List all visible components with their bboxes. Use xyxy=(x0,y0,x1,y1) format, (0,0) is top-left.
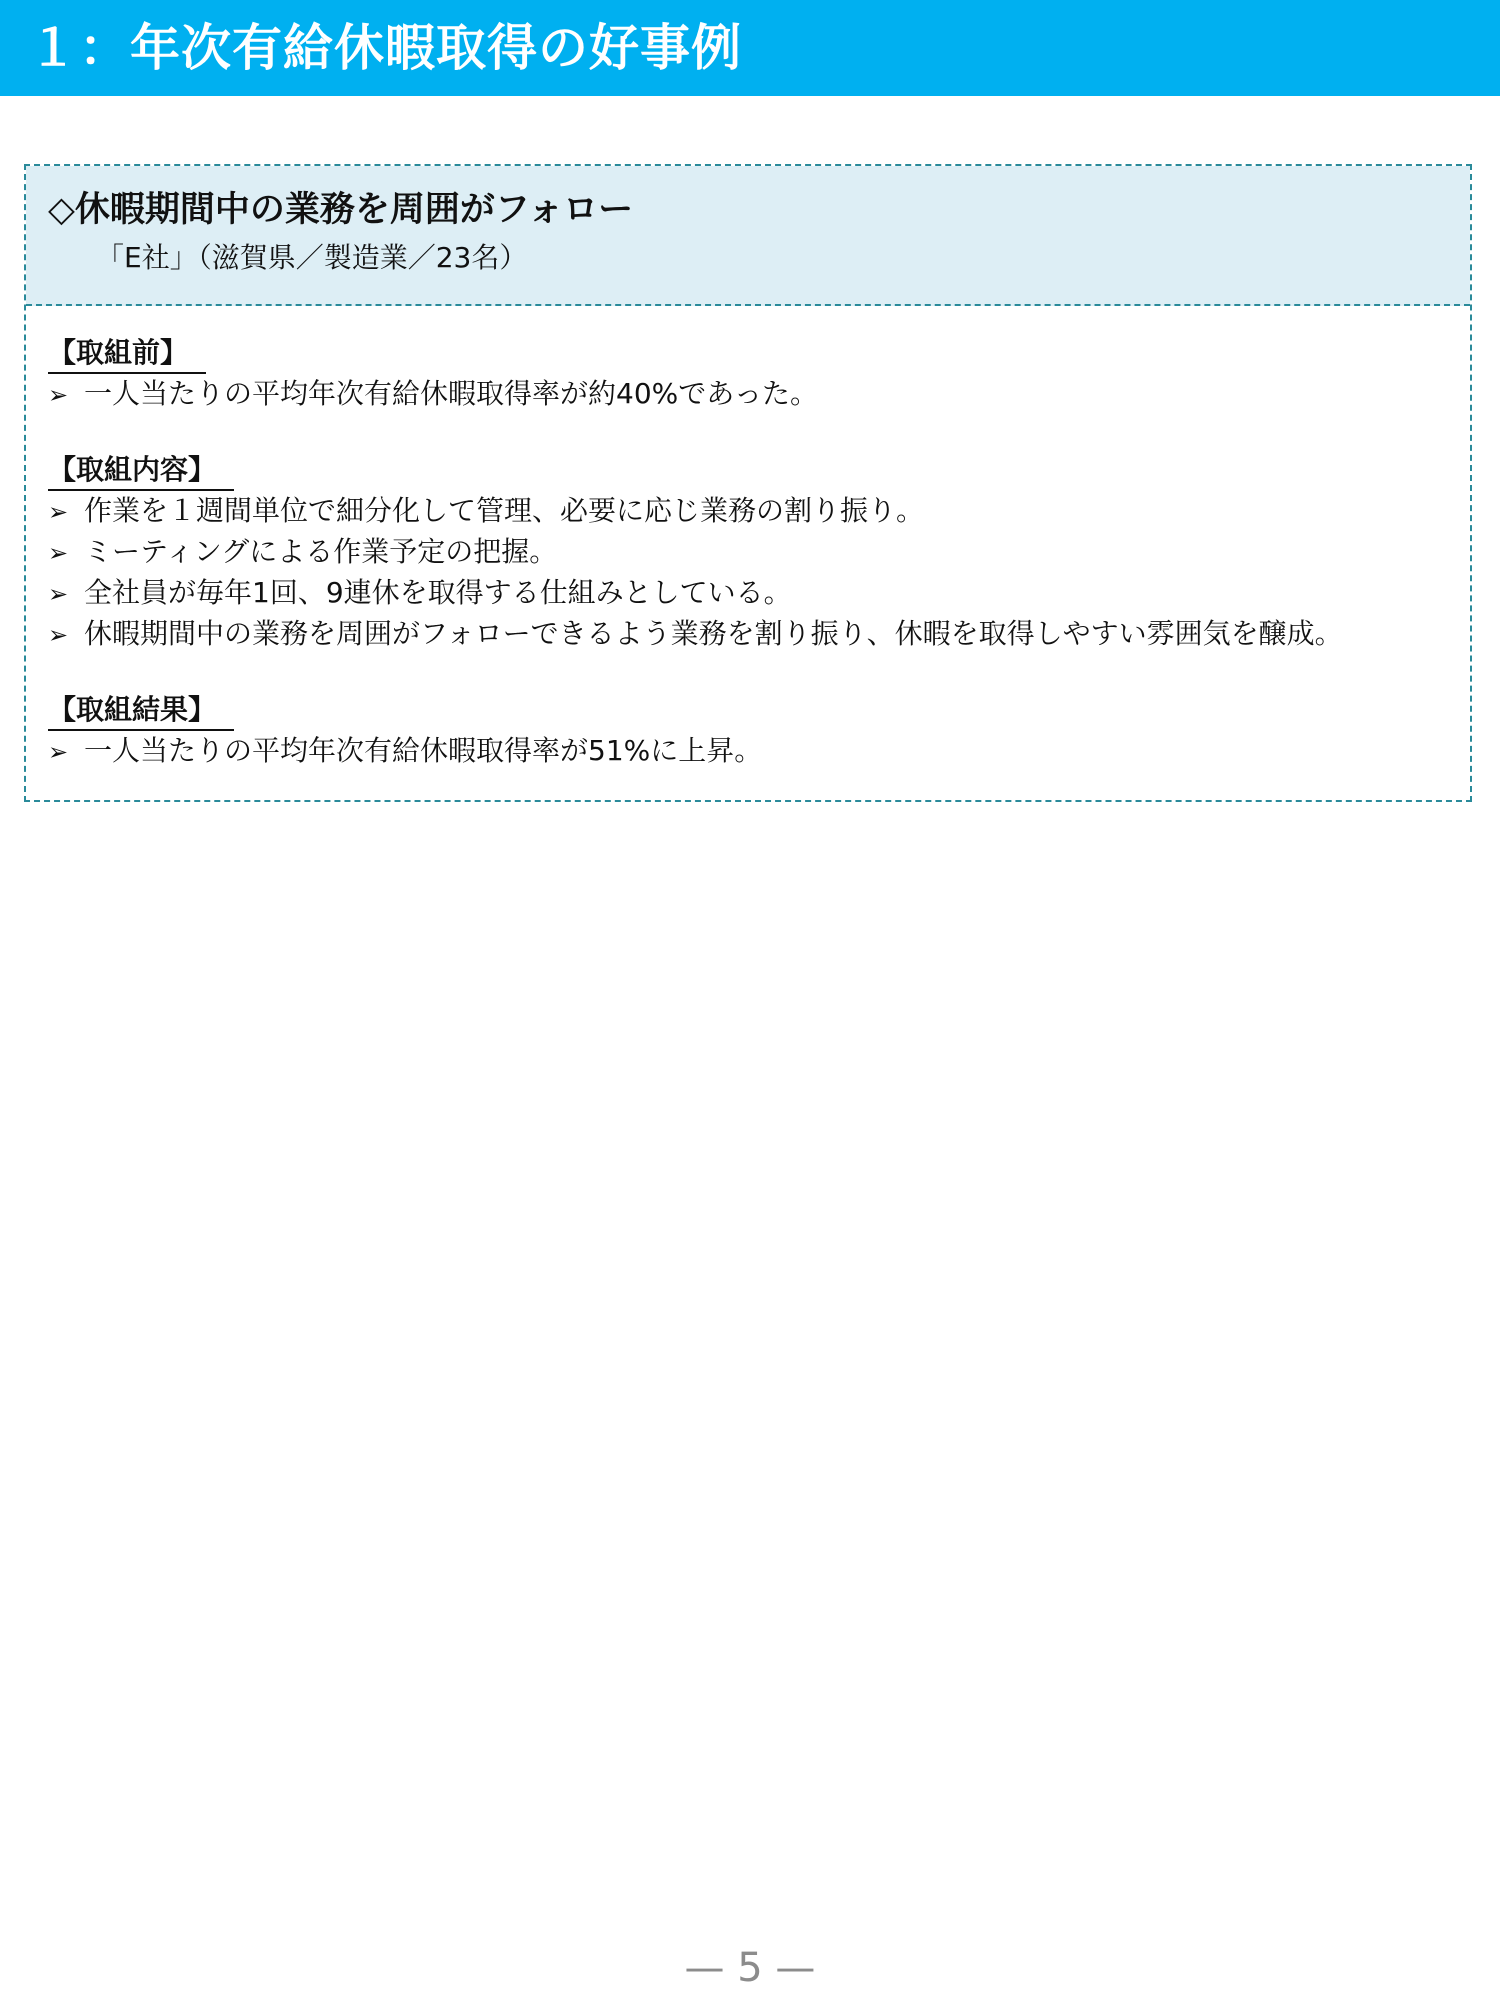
list-item-text: 一人当たりの平均年次有給休暇取得率が51%に上昇。 xyxy=(84,734,763,767)
arrowhead-bullet-icon: ➢ xyxy=(48,580,69,608)
case-company: 「E社」（滋賀県／製造業／23名） xyxy=(96,241,528,274)
list-item xyxy=(48,491,1448,532)
bullet-list xyxy=(48,374,1448,415)
bullet-list xyxy=(48,731,1448,772)
list-item xyxy=(48,731,1448,772)
section-heading: 【取組結果】 xyxy=(48,691,234,731)
case-title: ◇休暇期間中の業務を周囲がフォロー xyxy=(48,190,634,230)
list-item-text: 休暇期間中の業務を周囲がフォローできるよう業務を割り振り、休暇を取得しやすい雰囲気を醸成。 xyxy=(84,617,1343,650)
list-item-text: 一人当たりの平均年次有給休暇取得率が約40%であった。 xyxy=(84,377,818,410)
arrowhead-bullet-icon: ➢ xyxy=(48,498,69,526)
section-heading: 【取組内容】 xyxy=(48,451,234,491)
list-item xyxy=(48,614,1448,655)
list-item-text: 全社員が毎年1回、9連休を取得する仕組みとしている。 xyxy=(84,576,792,609)
list-item xyxy=(48,374,1448,415)
arrowhead-bullet-icon: ➢ xyxy=(48,381,69,409)
arrowhead-bullet-icon: ➢ xyxy=(48,621,69,649)
list-item xyxy=(48,573,1448,614)
arrowhead-bullet-icon: ➢ xyxy=(48,738,69,766)
list-item-text: 作業を１週間単位で細分化して管理、必要に応じ業務の割り振り。 xyxy=(84,494,925,527)
header-band xyxy=(0,0,1500,96)
section-before xyxy=(48,334,1448,415)
case-body xyxy=(48,334,1448,772)
page-number: — 5 — xyxy=(684,1945,816,1991)
list-item xyxy=(48,532,1448,573)
section-heading: 【取組前】 xyxy=(48,334,206,374)
page-title: １：年次有給休暇取得の好事例 xyxy=(28,19,742,77)
section-content xyxy=(48,451,1448,655)
arrowhead-bullet-icon: ➢ xyxy=(48,539,69,567)
case-card xyxy=(24,164,1472,802)
list-item-text: ミーティングによる作業予定の把握。 xyxy=(84,535,558,568)
section-result xyxy=(48,691,1448,772)
bullet-list xyxy=(48,491,1448,655)
case-header xyxy=(26,166,1470,306)
